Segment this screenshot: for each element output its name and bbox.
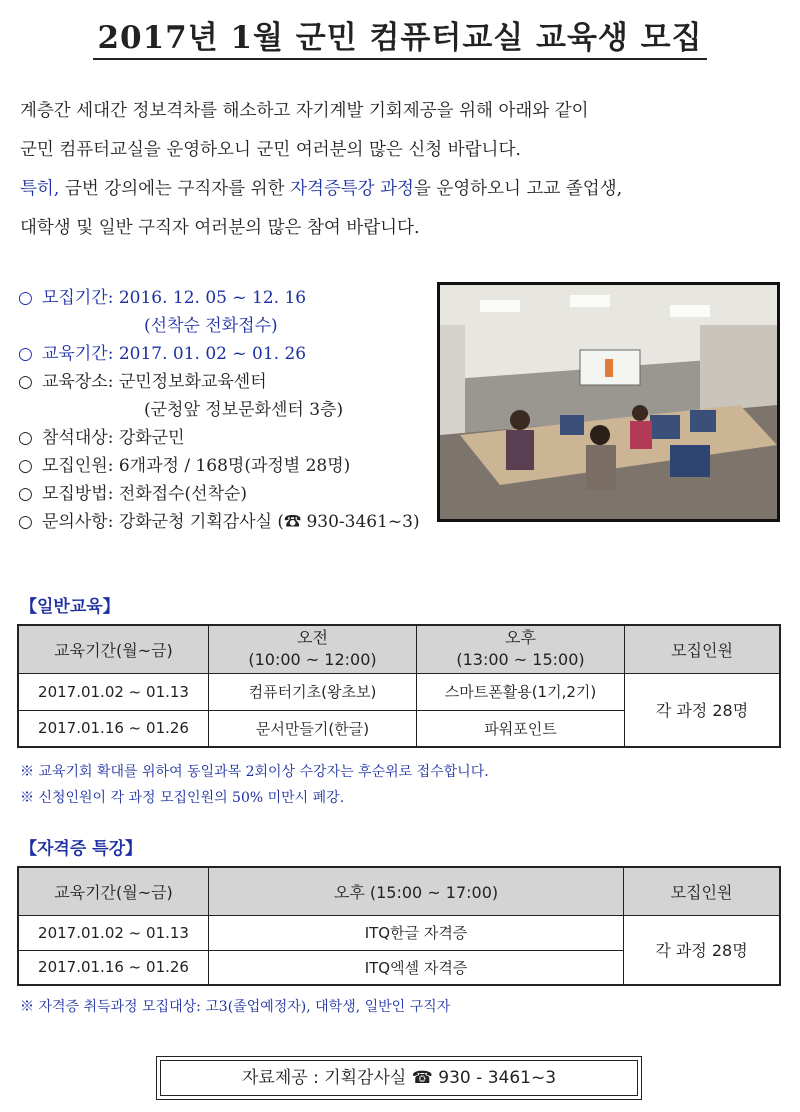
- footer-text: 자료제공 : 기획감사실 ☎ 930 - 3461~3: [160, 1060, 638, 1096]
- info-label: 모집기간:: [42, 288, 114, 308]
- row-course: ITQ엑셀 자격증: [209, 950, 624, 985]
- header-pm-time: (13:00 ~ 15:00): [456, 650, 585, 670]
- info-edu-period: [18, 340, 420, 368]
- footer-box: [156, 1056, 642, 1100]
- intro-emphasis: 특히,: [20, 179, 60, 199]
- row-count: 각 과정 28명: [625, 673, 781, 747]
- row-pm-course: 파워포인트: [417, 710, 625, 747]
- table-header-count: 모집인원: [625, 625, 781, 673]
- row-period: 2017.01.16 ~ 01.26: [18, 710, 209, 747]
- intro-line-2: 군민 컴퓨터교실을 운영하오니 군민 여러분의 많은 신청 바랍니다.: [20, 140, 521, 160]
- info-inquiry: [18, 508, 420, 536]
- table-header-period: 교육기간(월~금): [18, 867, 209, 915]
- info-method: [18, 480, 420, 508]
- info-label: 모집인원:: [42, 456, 114, 476]
- info-value: 전화접수(선착순): [118, 484, 248, 504]
- bullet-circle-icon: ○: [18, 344, 33, 364]
- table-header-pm: 오후 (15:00 ~ 17:00): [209, 867, 624, 915]
- header-pm-label: 오후: [505, 628, 536, 648]
- general-schedule-table: [17, 624, 781, 748]
- general-section-title: 【일반교육】: [20, 597, 120, 617]
- intro-text: [20, 92, 790, 248]
- info-recruit-period: [18, 284, 420, 312]
- row-am-course: 컴퓨터기초(왕초보): [209, 673, 417, 710]
- table-header-am: [209, 625, 417, 673]
- info-target: [18, 424, 420, 452]
- row-am-course: 문서만들기(한글): [209, 710, 417, 747]
- info-value: 군민정보화교육센터: [118, 372, 267, 392]
- table-header-period: 교육기간(월~금): [18, 625, 209, 673]
- info-list: [18, 284, 420, 536]
- row-period: 2017.01.02 ~ 01.13: [18, 673, 209, 710]
- table-header-pm: [417, 625, 625, 673]
- intro-line-3: [20, 170, 790, 209]
- info-place-note: (군청앞 정보문화센터 3층): [144, 400, 344, 420]
- info-label: 문의사항:: [42, 512, 114, 532]
- cert-note: ※ 자격증 취득과정 모집대상: 고3(졸업예정자), 대학생, 일반인 구직자: [20, 999, 451, 1015]
- info-label: 참석대상:: [42, 428, 114, 448]
- general-note-1: ※ 교육기회 확대를 위하여 동일과목 2회이상 수강자는 후순위로 접수합니다.: [20, 764, 489, 780]
- table-header-count: 모집인원: [624, 867, 781, 915]
- table-row: [18, 673, 780, 710]
- bullet-circle-icon: ○: [18, 484, 33, 504]
- classroom-photo: [437, 282, 780, 522]
- intro-text-part: 을 운영하오니 고교 졸업생,: [413, 179, 623, 199]
- info-value: 강화군청 기획감사실 (☎ 930-3461~3): [118, 512, 420, 532]
- cert-section-title: 【자격증 특강】: [20, 839, 143, 859]
- info-place: [18, 368, 420, 396]
- info-value: 6개과정 / 168명(과정별 28명): [118, 456, 351, 476]
- info-label: 교육장소:: [42, 372, 114, 392]
- intro-line-4: 대학생 및 일반 구직자 여러분의 많은 참여 바랍니다.: [20, 218, 420, 238]
- row-period: 2017.01.02 ~ 01.13: [18, 915, 209, 950]
- bullet-circle-icon: ○: [18, 372, 33, 392]
- intro-highlight: 자격증특강 과정: [290, 179, 414, 199]
- bullet-circle-icon: ○: [18, 428, 33, 448]
- classroom-illustration: [440, 285, 777, 519]
- header-am-time: (10:00 ~ 12:00): [248, 650, 377, 670]
- header-am-label: 오전: [297, 628, 328, 648]
- info-value: 2017. 01. 02 ~ 01. 26: [118, 344, 307, 364]
- cert-schedule-table: [17, 866, 781, 986]
- general-note-2: ※ 신청인원이 각 과정 모집인원의 50% 미만시 폐강.: [20, 790, 345, 806]
- bullet-circle-icon: ○: [18, 456, 33, 476]
- info-value: 2016. 12. 05 ~ 12. 16: [118, 288, 307, 308]
- info-recruit-note: (선착순 전화접수): [144, 316, 278, 336]
- row-pm-course: 스마트폰활용(1기,2기): [417, 673, 625, 710]
- bullet-circle-icon: ○: [18, 288, 33, 308]
- info-label: 교육기간:: [42, 344, 114, 364]
- intro-text-part: 금번 강의에는 구직자를 위한: [59, 179, 291, 199]
- row-count: 각 과정 28명: [624, 915, 781, 985]
- row-course: ITQ한글 자격증: [209, 915, 624, 950]
- info-value: 강화군민: [118, 428, 185, 448]
- intro-line-1: 계층간 세대간 정보격차를 해소하고 자기계발 기회제공을 위해 아래와 같이: [20, 101, 589, 121]
- table-row: [18, 915, 780, 950]
- info-count: [18, 452, 420, 480]
- info-label: 모집방법:: [42, 484, 114, 504]
- page-title: 2017년 1월 군민 컴퓨터교실 교육생 모집: [0, 12, 800, 57]
- row-period: 2017.01.16 ~ 01.26: [18, 950, 209, 985]
- bullet-circle-icon: ○: [18, 512, 33, 532]
